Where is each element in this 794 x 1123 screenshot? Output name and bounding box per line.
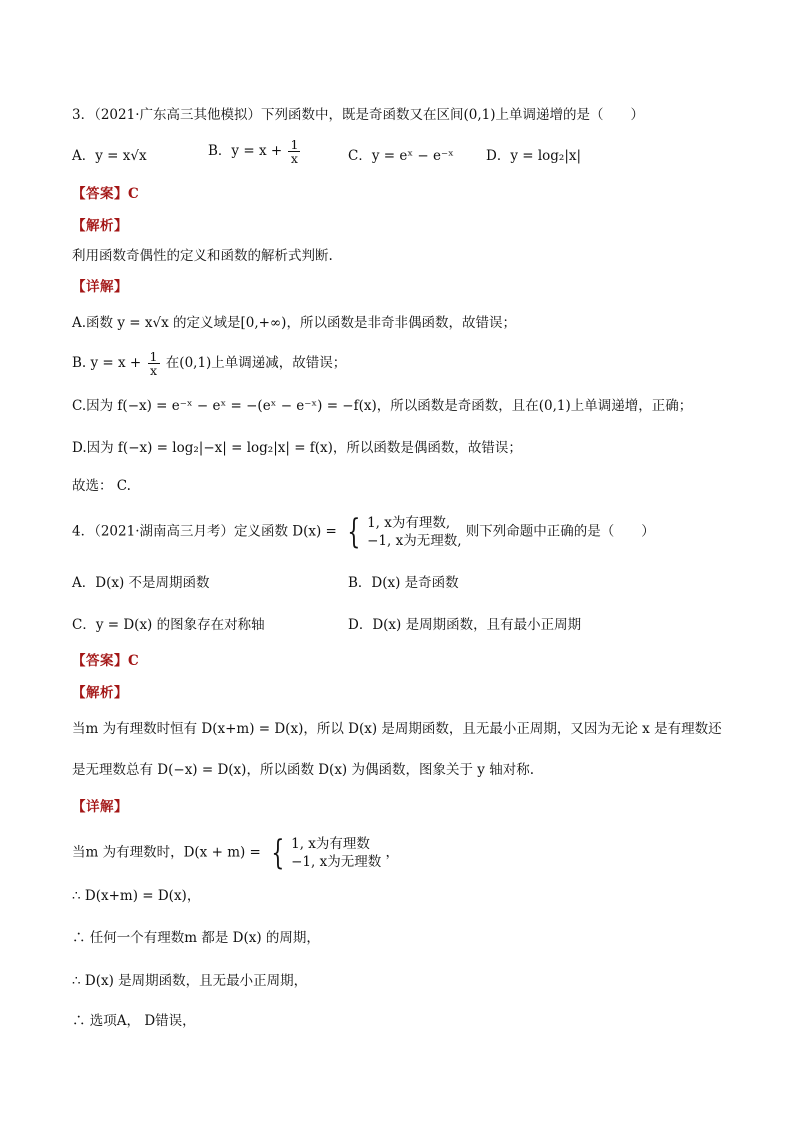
left-brace-icon: { (347, 512, 361, 552)
q3-detail-d: D.因为 f(−x) = log₂|−x| = log₂|x| = f(x)，所以函数是偶函数，故错误； (72, 440, 522, 456)
q4-step-3: ∴ D(x) 是周期函数，且无最小正周期， (72, 973, 308, 989)
q4-step-4: ∴ 选项A， D错误， (72, 1013, 196, 1029)
q4-analysis-line-2: 是无理数总有 D(−x) = D(x)，所以函数 D(x) 为偶函数，图象关于 y 轴对称. (72, 762, 534, 778)
q4-detail-case-irrational: −1, x为无理数 (291, 854, 382, 870)
q4-piecewise-cases (367, 514, 461, 550)
q4-detail-start: 当m 为有理数时，D(x + m) = (72, 844, 261, 861)
q4-stem-start: 4．（2021·湖南高三月考）定义函数 D(x) = (72, 523, 337, 540)
q3-detail-b-numerator: 1 (149, 349, 158, 364)
q4-detail-end: ， (385, 844, 400, 861)
q3-analysis-heading: 【解析】 (72, 218, 128, 234)
q3-choice: 故选： C. (72, 478, 131, 494)
q4-option-b: B．D(x) 是奇函数 (348, 575, 459, 591)
q4-detail-definition (72, 835, 399, 871)
q4-detail-heading: 【详解】 (72, 799, 128, 815)
q3-option-b (208, 138, 302, 165)
q3-detail-a: A.函数 y = x√x 的定义域是[0,+∞)，所以函数是非奇非偶函数，故错误； (72, 315, 516, 331)
q4-piecewise-definition (343, 514, 461, 550)
q4-answer: 【答案】C (72, 653, 140, 669)
q4-detail-cases (291, 835, 381, 871)
q3-detail-b-text: 在(0,1)上单调递减，故错误； (165, 355, 347, 371)
q3-detail-b (72, 350, 346, 377)
q3-option-b-label: B．y = x + (208, 143, 283, 159)
q4-analysis-heading: 【解析】 (72, 685, 128, 701)
q4-analysis-line-1: 当m 为有理数时恒有 D(x+m) = D(x)，所以 D(x) 是周期函数，且无最小正周期，又因为无论 x 是有理数还 (72, 721, 722, 737)
q4-step-2: ∴ 任何一个有理数m 都是 D(x) 的周期， (72, 930, 320, 946)
q3-option-c: C．y = eˣ − e⁻ˣ (348, 148, 454, 164)
q4-option-a: A．D(x) 不是周期函数 (72, 575, 210, 591)
q3-stem: 3．（2021·广东高三其他模拟）下列函数中，既是奇函数又在区间(0,1)上单调递增的是（ ） (72, 107, 644, 123)
q3-option-b-numerator: 1 (290, 137, 299, 152)
q3-detail-c: C.因为 f(−x) = e⁻ˣ − eˣ = −(eˣ − e⁻ˣ) = −f(x)，所以函数是奇函数，且在(0,1)上单调递增，正确； (72, 398, 693, 414)
q3-answer: 【答案】C (72, 186, 140, 202)
q4-detail-piecewise (267, 835, 381, 871)
q4-stem (72, 514, 655, 550)
q3-option-d: D．y = log₂|x| (486, 148, 582, 164)
q3-analysis-text: 利用函数奇偶性的定义和函数的解析式判断. (72, 248, 333, 264)
q3-detail-b-fraction (148, 350, 160, 377)
q3-option-b-denominator: x (290, 151, 298, 166)
q4-option-c: C．y = D(x) 的图象存在对称轴 (72, 617, 265, 633)
q4-option-d: D．D(x) 是周期函数，且有最小正周期 (348, 617, 582, 633)
q3-detail-heading: 【详解】 (72, 279, 128, 295)
q4-stem-end: 则下列命题中正确的是（ ） (465, 523, 655, 540)
q4-detail-case-rational: 1, x为有理数 (291, 836, 370, 852)
q3-detail-b-denominator: x (149, 363, 158, 378)
q3-option-b-fraction (288, 138, 300, 165)
q4-step-1: ∴ D(x+m) = D(x)， (72, 888, 201, 904)
q4-case-irrational: −1, x为无理数, (367, 533, 462, 549)
q3-option-a: A．y = x√x (72, 148, 147, 164)
left-brace-icon: { (271, 833, 285, 873)
q4-case-rational: 1, x为有理数, (367, 515, 451, 531)
q3-detail-b-label: B. y = x + (72, 355, 142, 371)
